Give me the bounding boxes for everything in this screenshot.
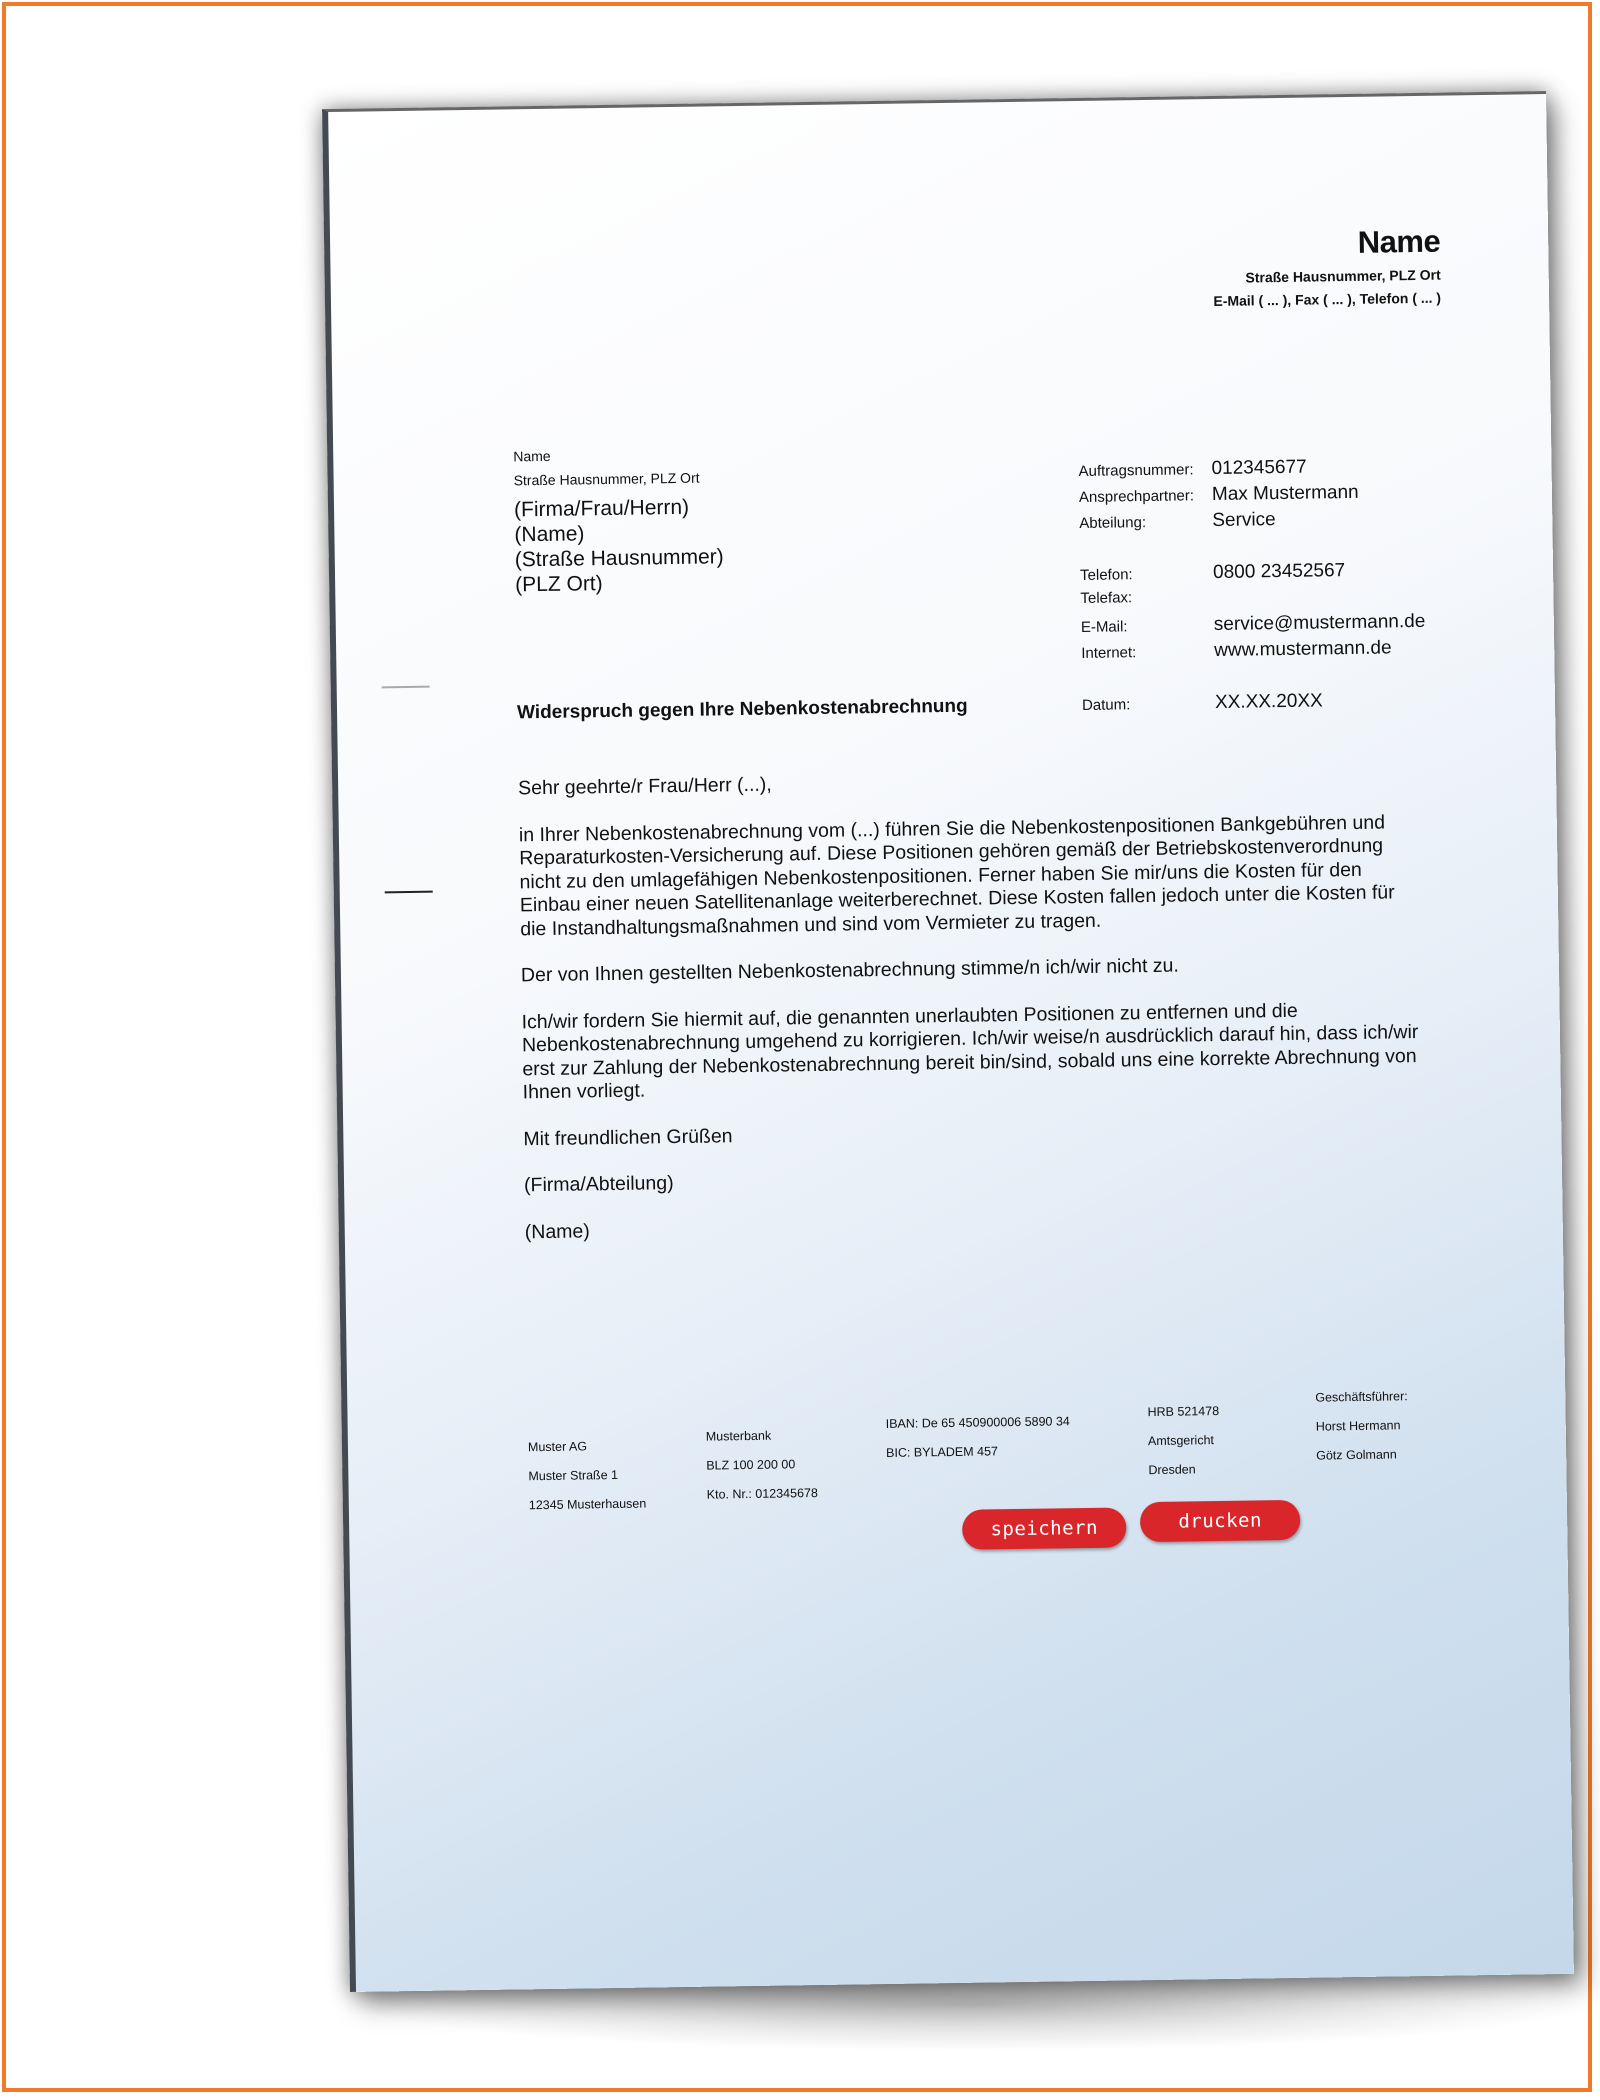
info-value: 012345677 <box>1211 456 1307 480</box>
recipient-name: (Name) <box>514 522 585 547</box>
recipient-block <box>514 494 724 597</box>
fold-mark-top <box>382 686 430 688</box>
info-label: Auftragsnummer: <box>1078 461 1194 480</box>
footer-line: Dresden <box>1148 1462 1196 1478</box>
body-paragraph-3: Ich/wir fordern Sie hiermit auf, die genannten unerlaubten Positionen zu entfernen und die Nebenkostenabrechnung umgehend zu korrigieren. Ich/wir weise/n ausdrücklich darauf hin, dass ich/wir erst zur Zahlung der Nebenkostenabrechnung bereit bin/sind, sobald uns eine korrekte Abrechnung von Ihnen vorliegt. <box>521 999 1419 1104</box>
footer-iban <box>885 1407 1070 1468</box>
info-value: service@mustermann.de <box>1213 610 1426 636</box>
footer-line: Götz Golmann <box>1316 1447 1397 1463</box>
footer-line: 12345 Musterhausen <box>528 1496 647 1513</box>
recipient-company: (Firma/Frau/Herrn) <box>513 495 690 522</box>
footer-line: Kto. Nr.: 012345678 <box>706 1485 818 1502</box>
return-address-street: Straße Hausnummer, PLZ Ort <box>513 469 700 489</box>
footer-line: Amtsgericht <box>1147 1433 1215 1449</box>
closing: Mit freundlichen Grüßen <box>523 1124 733 1150</box>
footer-management <box>1315 1382 1409 1470</box>
footer-line: IBAN: De 65 450900006 5890 34 <box>885 1414 1070 1431</box>
salutation: Sehr geehrte/r Frau/Herr (...), <box>518 773 772 800</box>
closing-name: (Name) <box>524 1219 590 1243</box>
letter-subject: Widerspruch gegen Ihre Nebenkostenabrechnung <box>516 695 968 724</box>
info-value: www.mustermann.de <box>1214 637 1392 662</box>
letterhead-name: Name <box>1357 223 1441 260</box>
footer-line: Geschäftsführer: <box>1315 1389 1408 1405</box>
footer-company <box>528 1432 647 1521</box>
save-button[interactable]: speichern <box>962 1507 1127 1549</box>
letter-page <box>322 91 1574 1992</box>
info-row-date <box>1082 689 1427 720</box>
info-label: Datum: <box>1081 696 1131 714</box>
letterhead <box>1212 224 1441 309</box>
body-paragraph-2: Der von Ihnen gestellten Nebenkostenabrechnung stimme/n ich/wir nicht zu. <box>520 954 1180 987</box>
footer-line: Horst Hermann <box>1315 1418 1401 1434</box>
letterhead-contact: E-Mail ( ... ), Fax ( ... ), Telefon ( ... ) <box>1213 289 1442 309</box>
footer-line: BIC: BYLADEM 457 <box>885 1444 999 1460</box>
letter-body <box>518 764 1425 1267</box>
info-value <box>1213 585 1425 614</box>
footer-line: HRB 521478 <box>1147 1404 1220 1420</box>
footer-line: Muster Straße 1 <box>528 1467 619 1484</box>
info-label: Telefax: <box>1080 589 1133 607</box>
return-address <box>513 442 700 493</box>
info-label: Internet: <box>1081 644 1137 662</box>
print-button[interactable]: drucken <box>1140 1500 1301 1542</box>
return-address-name: Name <box>513 447 551 465</box>
info-label: Ansprechpartner: <box>1078 487 1195 506</box>
recipient-city: (PLZ Ort) <box>515 572 603 597</box>
footer-line: Muster AG <box>527 1439 588 1455</box>
info-value: Max Mustermann <box>1211 481 1359 506</box>
info-value: 0800 23452567 <box>1212 560 1346 584</box>
closing-company: (Firma/Abteilung) <box>523 1172 674 1197</box>
punch-mark <box>385 891 433 894</box>
info-label: Telefon: <box>1079 566 1133 584</box>
info-block <box>1078 455 1426 720</box>
info-label: E-Mail: <box>1080 618 1128 636</box>
footer-bank <box>706 1421 818 1510</box>
body-paragraph-1: in Ihrer Nebenkostenabrechnung vom (...) führen Sie die Nebenkostenpositionen Bankgebühren und Reparaturkosten-Versicherung auf. Diese Positionen gehören gemäß der Betriebskostenverordnung nicht zu den umlagefähigen Nebenkostenpositionen. Ferner haben Sie mir/uns die Kosten für den Einbau einer neuen Satellitenanlage weiterberechnet. Diese Kosten fallen jedoch unter die Kosten für die Instandhaltungsmaßnahmen und sind vom Vermieter zu tragen. <box>518 810 1395 940</box>
info-value: XX.XX.20XX <box>1214 690 1323 714</box>
letterhead-address: Straße Hausnummer, PLZ Ort <box>1245 266 1441 286</box>
footer-register <box>1147 1397 1220 1485</box>
info-label: Abteilung: <box>1079 514 1147 532</box>
info-value: Service <box>1212 509 1276 532</box>
footer-line: BLZ 100 200 00 <box>706 1457 796 1473</box>
footer-line: Musterbank <box>705 1428 772 1444</box>
recipient-street: (Straße Hausnummer) <box>514 545 724 572</box>
